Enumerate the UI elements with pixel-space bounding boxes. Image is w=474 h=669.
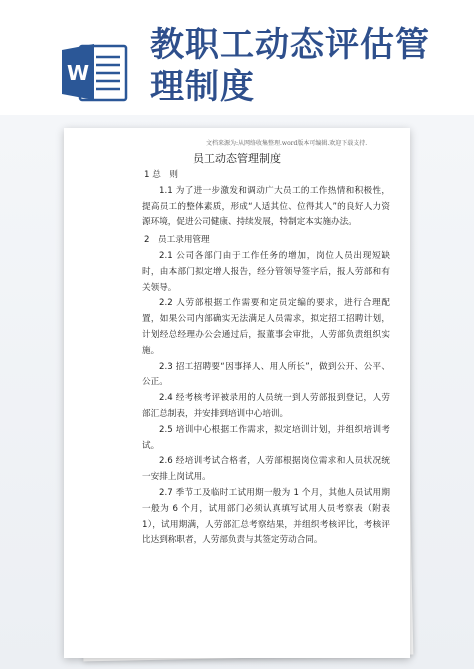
paragraph: 2.3 招工招聘要“因事择人、用人所长”，做到公开、公平、公正。 <box>142 361 390 388</box>
word-logo-letter: W <box>66 61 90 85</box>
page-title: 教职工动态评估管理制度 <box>150 25 430 107</box>
paragraph: 1.1 为了进一步激发和调动广大员工的工作热情和积极性，提高员工的整体素质，形成“人适其位、位得其人”的良好人力资源环境，促进公司健康、持续发展，特制定本实施办法。 <box>142 185 390 228</box>
source-note: 文档来源为:从网络收集整理.word版本可编辑.欢迎下载支持. <box>206 140 368 147</box>
paragraph: 2.4 经考核考评被录用的人员统一到人劳部报到登记，人劳部汇总制表，并安排到培训中心培训。 <box>142 393 390 419</box>
paragraph: 2.5 培训中心根据工作需求，拟定培训计划，并组织培训考试。 <box>142 424 390 451</box>
paragraph: 2.1 公司各部门由于工作任务的增加，岗位人员出现短缺时，由本部门拟定增人报告，经分管领导签字后，报人劳部和有关领导。 <box>142 250 390 293</box>
paragraph: 2.6 经培训考试合格者，人劳部根据岗位需求和人员状况统一安排上岗试用。 <box>142 456 390 483</box>
document-body <box>142 168 390 549</box>
document-title: 员工动态管理制度 <box>193 152 281 165</box>
section-heading: 2 员工录用管理 <box>144 235 210 246</box>
paragraph: 2.7 季节工及临时工试用期一般为 1 个月，其他人员试用期一般为 6 个月，试用部门必须认真填写试用人员考察表（附表 1），试用期满，人劳部汇总考察结果，并组织考核评比，考核评比达到称职者，人劳部负责与其签定劳动合同。 <box>142 487 390 546</box>
paragraph: 2.2 人劳部根据工作需要和定员定编的要求，进行合理配置，如果公司内部确实无法满足人员需求，拟定招工招聘计划，计划经总经理办公会通过后，报董事会审批，人劳部负责组织实施。 <box>142 298 390 356</box>
section-heading: 1 总 则 <box>144 170 178 180</box>
cover-header <box>0 0 474 115</box>
document-page <box>64 128 410 658</box>
word-document-icon <box>60 40 130 104</box>
